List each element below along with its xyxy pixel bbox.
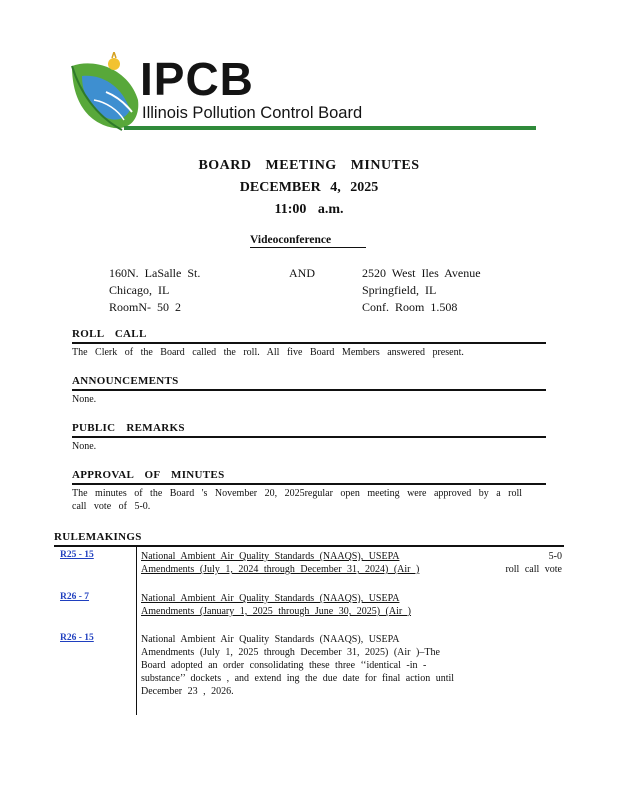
logo-title: IPCB [140,53,254,105]
rulemaking-entry [141,550,471,576]
rulemaking-title-line: National Ambient Air Quality Standards (NAAQS), USEPA [141,551,400,562]
rulemaking-title-line: Amendments (January 1, 2025 through June 30, 2025) (Air ) [141,606,412,617]
chicago-address [109,265,200,316]
meeting-date: DECEMBER 4, 2025 [239,180,379,195]
address-line: Conf. Room 1.508 [362,300,458,314]
rulemaking-text-line: substance’’ dockets , and extend ing the due date for final action until [141,673,455,684]
roll-call-heading: ROLL CALL [72,328,147,340]
vote-count: 5-0 [548,551,562,562]
roll-call-text: The Clerk of the Board called the roll. All five Board Members answered present. [72,347,464,358]
rulemaking-title-line: National Ambient Air Quality Standards (NAAQS), USEPA [141,593,400,604]
rulemaking-title-line: National Ambient Air Quality Standards (NAAQS), USEPA [141,634,400,645]
location-label-underline [250,247,366,248]
announcements-heading: ANNOUNCEMENTS [72,375,179,387]
rulemaking-entry [141,592,471,618]
section-rule [72,342,546,344]
meeting-time: 11:00 a.m. [274,202,344,217]
docket-link[interactable]: R26 - 7 [60,592,90,602]
docket-link[interactable]: R25 - 15 [60,550,94,560]
location-label: Videoconference [250,234,332,246]
logo-subtitle: Illinois Pollution Control Board [142,104,363,122]
address-line: Chicago, IL [109,283,170,297]
rulemaking-title-line: Amendments (July 1, 2024 through December 31, 2024) (Air ) [141,564,420,575]
announcements-text: None. [72,394,97,405]
table-divider [136,547,137,715]
section-rule [72,483,546,485]
rulemakings-heading: RULEMAKINGS [54,531,142,543]
address-and: AND [289,266,315,280]
public-remarks-text: None. [72,441,97,452]
address-line: Springfield, IL [362,283,437,297]
rulemaking-entry [141,633,471,698]
section-rule [72,389,546,391]
approval-heading: APPROVAL OF MINUTES [72,469,225,481]
springfield-address [362,265,481,316]
document-title: BOARD MEETING MINUTES [198,158,420,173]
approval-text: The minutes of the Board 's November 20, 2025regular open meeting were approved by a roll call vote of 5-0. [72,488,523,512]
section-rule [72,436,546,438]
docket-link[interactable]: R26 - 15 [60,633,94,643]
rulemaking-text-line: Board adopted an order consolidating these three ‘‘identical -in - [141,660,427,671]
rulemaking-text-line: Amendments (July 1, 2025 through December 31, 2025) (Air )–The [141,647,440,658]
public-remarks-heading: PUBLIC REMARKS [72,422,185,434]
logo-underline [124,126,536,130]
rulemaking-text-line: December 23 , 2026. [141,686,234,697]
address-line: RoomN- 50 2 [109,300,181,314]
vote-type: roll call vote [505,564,562,575]
leaf-logo-icon [66,52,146,134]
vote-result [480,550,562,576]
address-line: 2520 West Iles Avenue [362,266,481,280]
rulemakings-rule [54,545,564,547]
address-line: 160N. LaSalle St. [109,266,201,280]
